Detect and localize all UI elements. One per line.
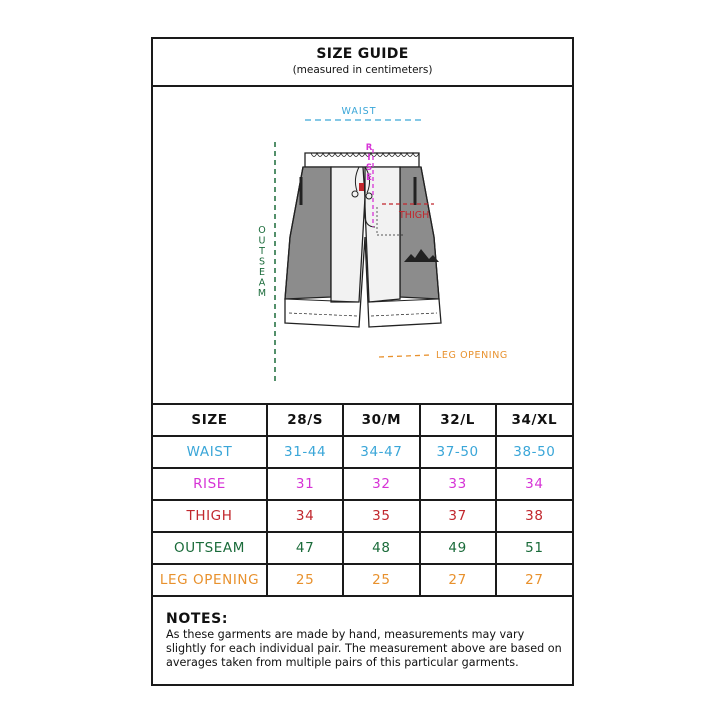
outseam-letter: A — [258, 277, 266, 289]
outseam-letter: T — [259, 246, 265, 257]
table-cell: 34 — [496, 468, 572, 500]
table-cell: 25 — [343, 564, 419, 596]
title-section — [153, 39, 572, 87]
table-cell: 37-50 — [420, 436, 496, 468]
table-cell: 38 — [496, 500, 572, 532]
table-cell: 47 — [267, 532, 343, 564]
table-row — [153, 468, 572, 500]
table-cell: 31-44 — [267, 436, 343, 468]
rise-letter: I — [367, 153, 371, 163]
size-header-row — [153, 404, 572, 436]
table-cell: 51 — [496, 532, 572, 564]
table-cell: 32 — [343, 468, 419, 500]
row-label: OUTSEAM — [153, 532, 267, 564]
table-cell: 38-50 — [496, 436, 572, 468]
rise-letter: E — [366, 173, 372, 183]
outseam-letter: M — [257, 288, 267, 299]
size-corner-cell: SIZE — [153, 404, 267, 436]
page-subtitle: (measured in centimeters) — [292, 64, 433, 76]
table-cell: 34-47 — [343, 436, 419, 468]
table-cell: 27 — [496, 564, 572, 596]
shorts-diagram — [153, 87, 572, 403]
table-row — [153, 500, 572, 532]
row-label: LEG OPENING — [153, 564, 267, 596]
size-guide-frame — [151, 37, 574, 686]
size-table — [153, 403, 572, 597]
rise-letter: R — [365, 143, 373, 153]
size-header-cell: 28/S — [267, 404, 343, 436]
table-cell: 27 — [420, 564, 496, 596]
outseam-letter: S — [258, 256, 266, 268]
waist-label: WAIST — [341, 106, 377, 117]
size-header-cell: 30/M — [343, 404, 419, 436]
table-row — [153, 436, 572, 468]
leg-opening-measure-line — [379, 355, 431, 357]
rise-label — [366, 143, 373, 183]
table-cell: 37 — [420, 500, 496, 532]
outseam-letter: E — [258, 267, 266, 278]
notes-title: NOTES: — [166, 611, 229, 627]
table-cell: 33 — [420, 468, 496, 500]
size-header-cell: 34/XL — [496, 404, 572, 436]
table-cell: 31 — [267, 468, 343, 500]
row-label: RISE — [153, 468, 267, 500]
table-cell: 35 — [343, 500, 419, 532]
notes-text: As these garments are made by hand, measurements may vary slightly for each individual pair. The measurement above are based on averages taken from multiple pairs of this particular garments. — [166, 628, 562, 669]
leg-opening-label: LEG OPENING — [436, 350, 508, 361]
table-cell: 34 — [267, 500, 343, 532]
page-title: SIZE GUIDE — [316, 46, 409, 62]
table-cell: 49 — [420, 532, 496, 564]
outseam-letter: O — [258, 225, 266, 236]
rise-letter: S — [365, 163, 373, 173]
notes-section — [153, 599, 572, 686]
table-cell: 25 — [267, 564, 343, 596]
row-label: THIGH — [153, 500, 267, 532]
table-cell: 48 — [343, 532, 419, 564]
table-row — [153, 532, 572, 564]
size-header-cell: 32/L — [420, 404, 496, 436]
outseam-label — [258, 225, 266, 299]
thigh-label: THIGH — [399, 210, 430, 221]
outseam-letter: U — [258, 235, 266, 247]
row-label: WAIST — [153, 436, 267, 468]
shorts-illustration — [153, 87, 572, 403]
shorts-body — [285, 153, 441, 327]
table-row — [153, 564, 572, 596]
